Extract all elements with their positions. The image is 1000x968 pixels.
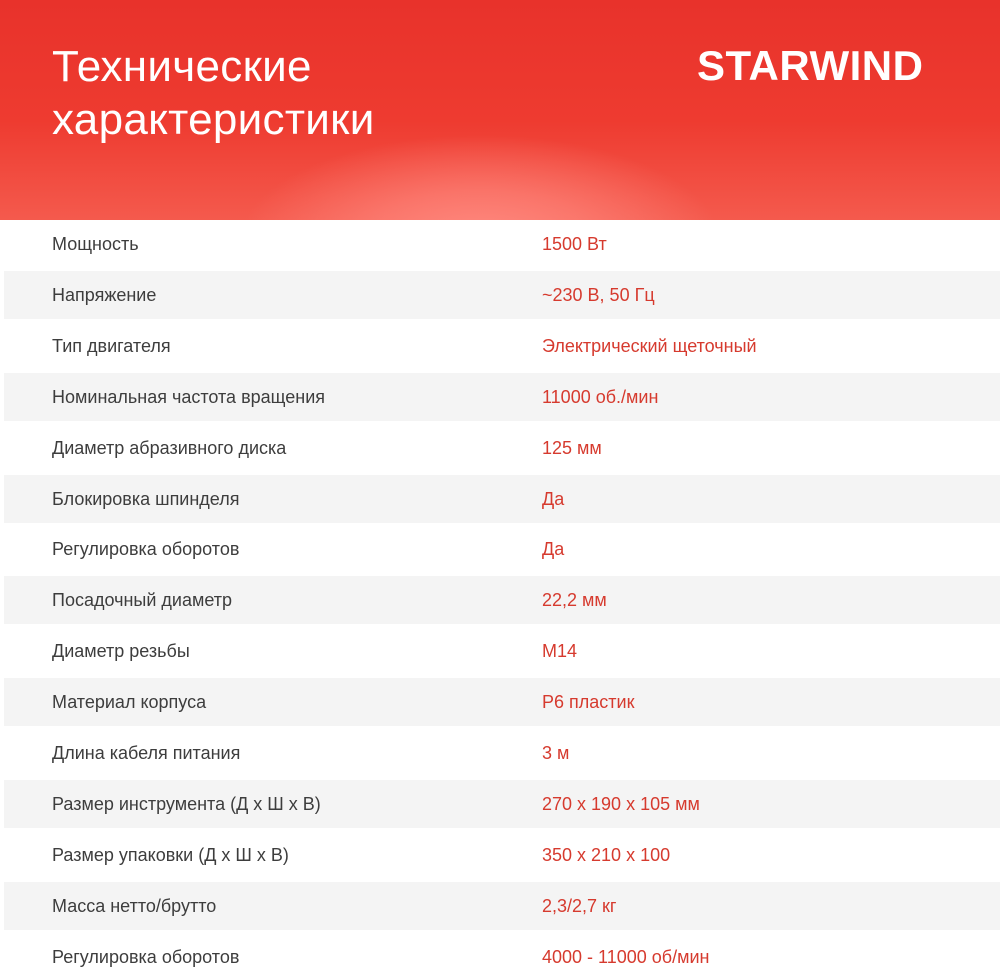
spec-row [4, 373, 1000, 421]
spec-label: Масса нетто/брутто [52, 895, 217, 916]
spec-value: 2,3/2,7 кг [542, 895, 617, 916]
spec-value: М14 [542, 641, 578, 662]
spec-label: Мощность [52, 234, 139, 254]
spec-value: 4000 - 11000 об/мин [542, 946, 710, 967]
spec-value: 3 м [542, 743, 570, 763]
spec-row [4, 322, 1000, 370]
page-title [52, 40, 612, 146]
spec-label: Длина кабеля питания [52, 743, 241, 763]
spec-row [4, 525, 1000, 573]
spec-label: Номинальная частота вращения [52, 386, 326, 407]
spec-label: Напряжение [52, 284, 157, 305]
spec-row [4, 729, 1000, 777]
spec-row [4, 831, 1000, 879]
spec-value: 1500 Вт [542, 234, 607, 254]
spec-row [4, 271, 1000, 319]
header-banner [0, 0, 1000, 220]
spec-row [4, 220, 1000, 268]
spec-row [4, 475, 1000, 523]
spec-value: 125 мм [542, 437, 602, 458]
spec-value: 270 х 190 х 105 мм [542, 793, 700, 814]
brand-logo: STARWIND [697, 42, 924, 89]
spec-label: Регулировка оборотов [52, 946, 240, 967]
page-title-line-1: Технические [52, 42, 312, 91]
spec-value: Электрический щеточный [542, 335, 757, 356]
spec-label: Посадочный диаметр [52, 590, 232, 611]
spec-label: Диаметр абразивного диска [52, 437, 287, 458]
spec-row [4, 424, 1000, 472]
spec-row [4, 576, 1000, 624]
spec-label: Блокировка шпинделя [52, 488, 240, 509]
spec-label: Материал корпуса [52, 692, 207, 713]
spec-value: Да [542, 539, 565, 560]
spec-label: Диаметр резьбы [52, 641, 190, 662]
spec-row [4, 780, 1000, 828]
spec-label: Регулировка оборотов [52, 539, 240, 560]
spec-label: Тип двигателя [52, 335, 171, 356]
spec-value: Р6 пластик [542, 692, 635, 713]
page-title-line-2: характеристики [52, 95, 375, 144]
spec-row [4, 933, 1000, 968]
spec-value: 11000 об./мин [542, 386, 659, 407]
spec-label: Размер упаковки (Д х Ш х В) [52, 844, 289, 865]
spec-value: 350 х 210 х 100 [542, 844, 671, 865]
spec-row [4, 627, 1000, 675]
spec-row [4, 678, 1000, 726]
spec-label: Размер инструмента (Д х Ш х В) [52, 793, 321, 814]
spec-value: Да [542, 488, 565, 509]
spec-value: 22,2 мм [542, 590, 607, 611]
spec-value: ~230 В, 50 Гц [542, 284, 655, 305]
spec-row [4, 882, 1000, 930]
